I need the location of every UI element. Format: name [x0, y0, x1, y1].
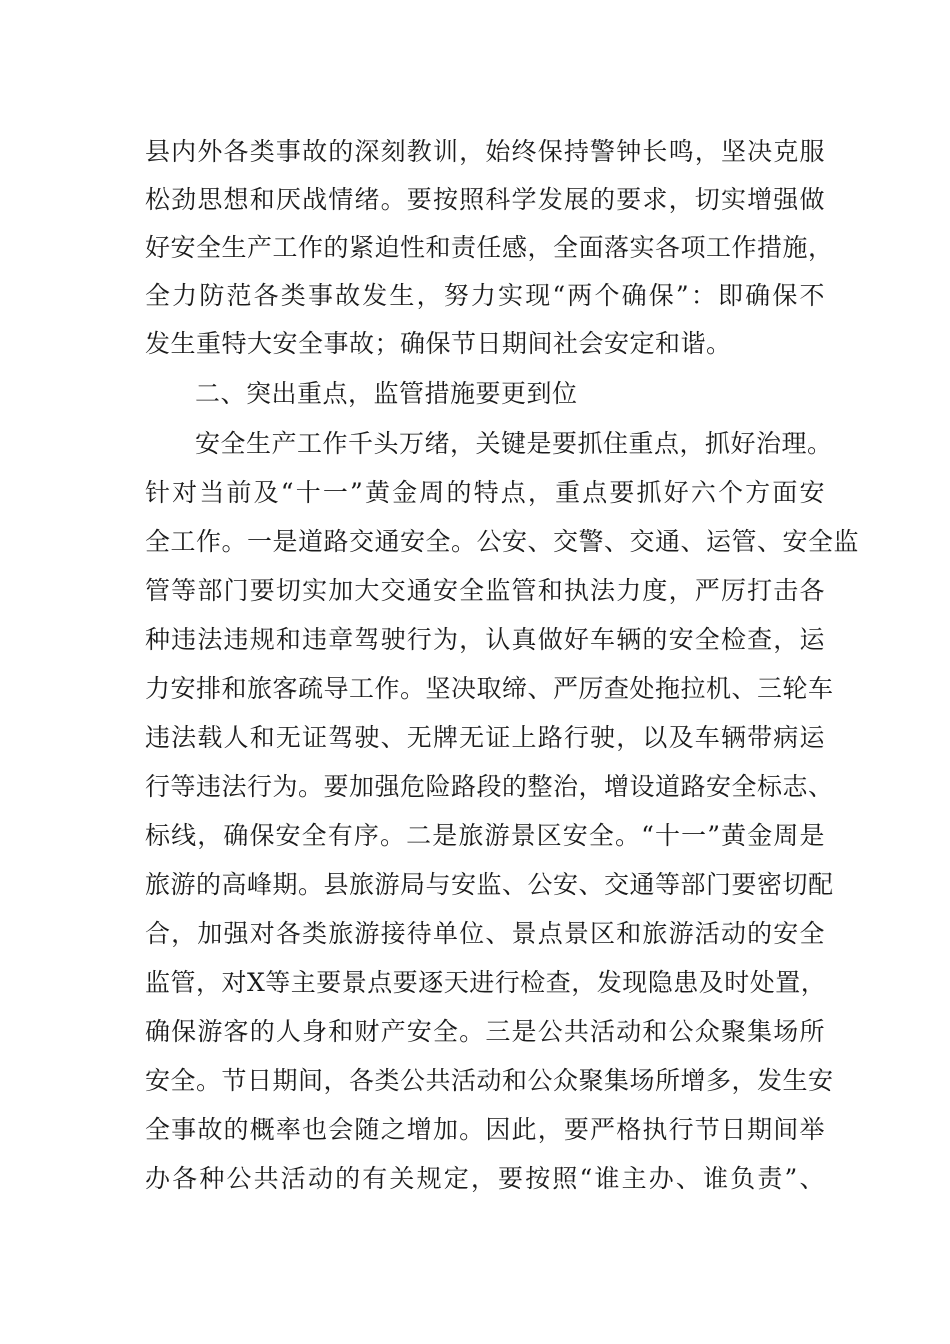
paragraph-line: 旅游的高峰期。县旅游局与安监、公安、交通等部门要密切配: [145, 870, 834, 899]
paragraph-line: 松劲思想和厌战情绪。要按照科学发展的要求，切实增强做: [145, 185, 825, 214]
paragraph-line: 监管，对X等主要景点要逐天进行检查，发现隐患及时处置，: [145, 968, 827, 997]
paragraph-line: 全力防范各类事故发生，努力实现“两个确保”：即确保不: [145, 281, 825, 310]
section-heading: 二、突出重点，监管措施要更到位: [195, 379, 578, 408]
paragraph-line: 好安全生产工作的紧迫性和责任感，全面落实各项工作措施，: [145, 233, 834, 262]
paragraph-line: 标线，确保安全有序。二是旅游景区安全。“十一”黄金周是: [145, 821, 825, 850]
paragraph-line: 安全。节日期间，各类公共活动和公众聚集场所增多，发生安: [145, 1066, 834, 1095]
paragraph-line: 发生重特大安全事故；确保节日期间社会安定和谐。: [145, 329, 732, 358]
paragraph-line: 全事故的概率也会随之增加。因此，要严格执行节日期间举: [145, 1115, 825, 1144]
paragraph-line: 行等违法行为。要加强危险路段的整治，增设道路安全标志、: [145, 772, 834, 801]
paragraph-line: 全工作。一是道路交通安全。公安、交警、交通、运管、安全监: [145, 527, 860, 556]
paragraph-line: 确保游客的人身和财产安全。三是公共活动和公众聚集场所: [145, 1017, 825, 1046]
paragraph-line: 管等部门要切实加大交通安全监管和执法力度，严厉打击各: [145, 576, 825, 605]
paragraph-line: 违法载人和无证驾驶、无牌无证上路行驶，以及车辆带病运: [145, 723, 825, 752]
paragraph-line: 力安排和旅客疏导工作。坚决取缔、严厉查处拖拉机、三轮车: [145, 674, 834, 703]
paragraph-line: 县内外各类事故的深刻教训，始终保持警钟长鸣，坚决克服: [145, 137, 825, 166]
paragraph-line: 安全生产工作千头万绪，关键是要抓住重点，抓好治理。: [195, 429, 833, 458]
paragraph-line: 种违法违规和违章驾驶行为，认真做好车辆的安全检查，运: [145, 625, 825, 654]
paragraph-line: 办各种公共活动的有关规定，要按照“谁主办、谁负责”、: [145, 1164, 825, 1193]
paragraph-line: 针对当前及“十一”黄金周的特点，重点要抓好六个方面安: [145, 478, 825, 507]
paragraph-line: 合，加强对各类旅游接待单位、景点景区和旅游活动的安全: [145, 919, 825, 948]
